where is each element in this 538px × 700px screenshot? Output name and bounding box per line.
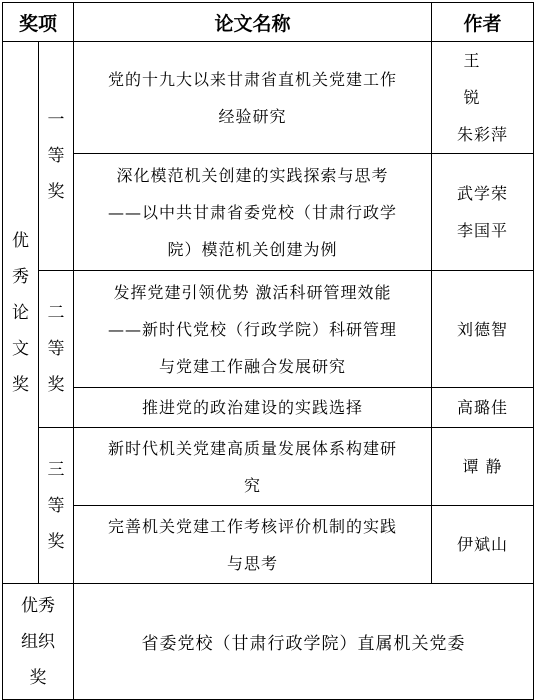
paper-title-line: 究 [244,475,262,495]
header-award: 奖项 [3,3,74,42]
paper-title-line: ——新时代党校（行政学院）科研管理 [108,319,398,339]
paper-author [432,428,534,506]
category-org-label: 优秀组织奖 [3,584,74,700]
table-row [3,506,534,584]
author-name: 高璐佳 [457,398,509,417]
paper-title-line: 经验研究 [218,106,287,126]
paper-title [74,271,432,388]
author-name: 李国平 [457,221,509,240]
paper-title [74,42,432,154]
author-name: 伊斌山 [457,535,509,554]
tier-second-label: 二等奖 [39,271,74,428]
author-name: 王 锐 [463,51,502,107]
paper-author [432,42,534,154]
paper-title-line: 完善机关党建工作考核评价机制的实践 [108,516,398,536]
paper-title-line: 发挥党建引领优势 激活科研管理效能 [113,282,392,302]
table-row [3,42,534,154]
author-name: 谭 静 [462,457,503,476]
table-row [3,428,534,506]
header-author: 作者 [432,3,534,42]
paper-title [74,428,432,506]
paper-author [432,388,534,428]
category-org-value: 省委党校（甘肃行政学院）直属机关党委 [74,584,534,700]
author-name: 刘德智 [457,319,509,339]
tier-third-label: 三等奖 [39,428,74,584]
category-paper-label: 优秀论文奖 [3,42,39,584]
paper-title [74,154,432,271]
paper-title-line: 院）模范机关创建为例 [167,239,338,259]
author-name: 武学荣 [457,184,509,203]
header-row [3,3,534,42]
paper-title [74,506,432,584]
paper-title-line: 推进党的政治建设的实践选择 [142,398,364,417]
paper-title-line: 深化模范机关创建的实践探索与思考 [116,165,389,185]
table-row [3,388,534,428]
paper-title [74,388,432,428]
paper-title-line: 党的十九大以来甘肃省直机关党建工作 [108,69,398,89]
paper-title-line: ——以中共甘肃省委党校（甘肃行政学 [108,202,398,222]
org-award-row [3,584,534,700]
award-table [2,2,534,700]
paper-author [432,271,534,388]
table-row [3,271,534,388]
table-row [3,154,534,271]
paper-title-line: 与党建工作融合发展研究 [159,356,347,376]
paper-author [432,154,534,271]
header-title: 论文名称 [74,3,432,42]
tier-first-label: 一等奖 [39,42,74,271]
author-name: 朱彩萍 [457,125,509,144]
paper-title-line: 新时代机关党建高质量发展体系构建研 [108,438,398,458]
paper-author [432,506,534,584]
paper-title-line: 与思考 [227,553,279,573]
